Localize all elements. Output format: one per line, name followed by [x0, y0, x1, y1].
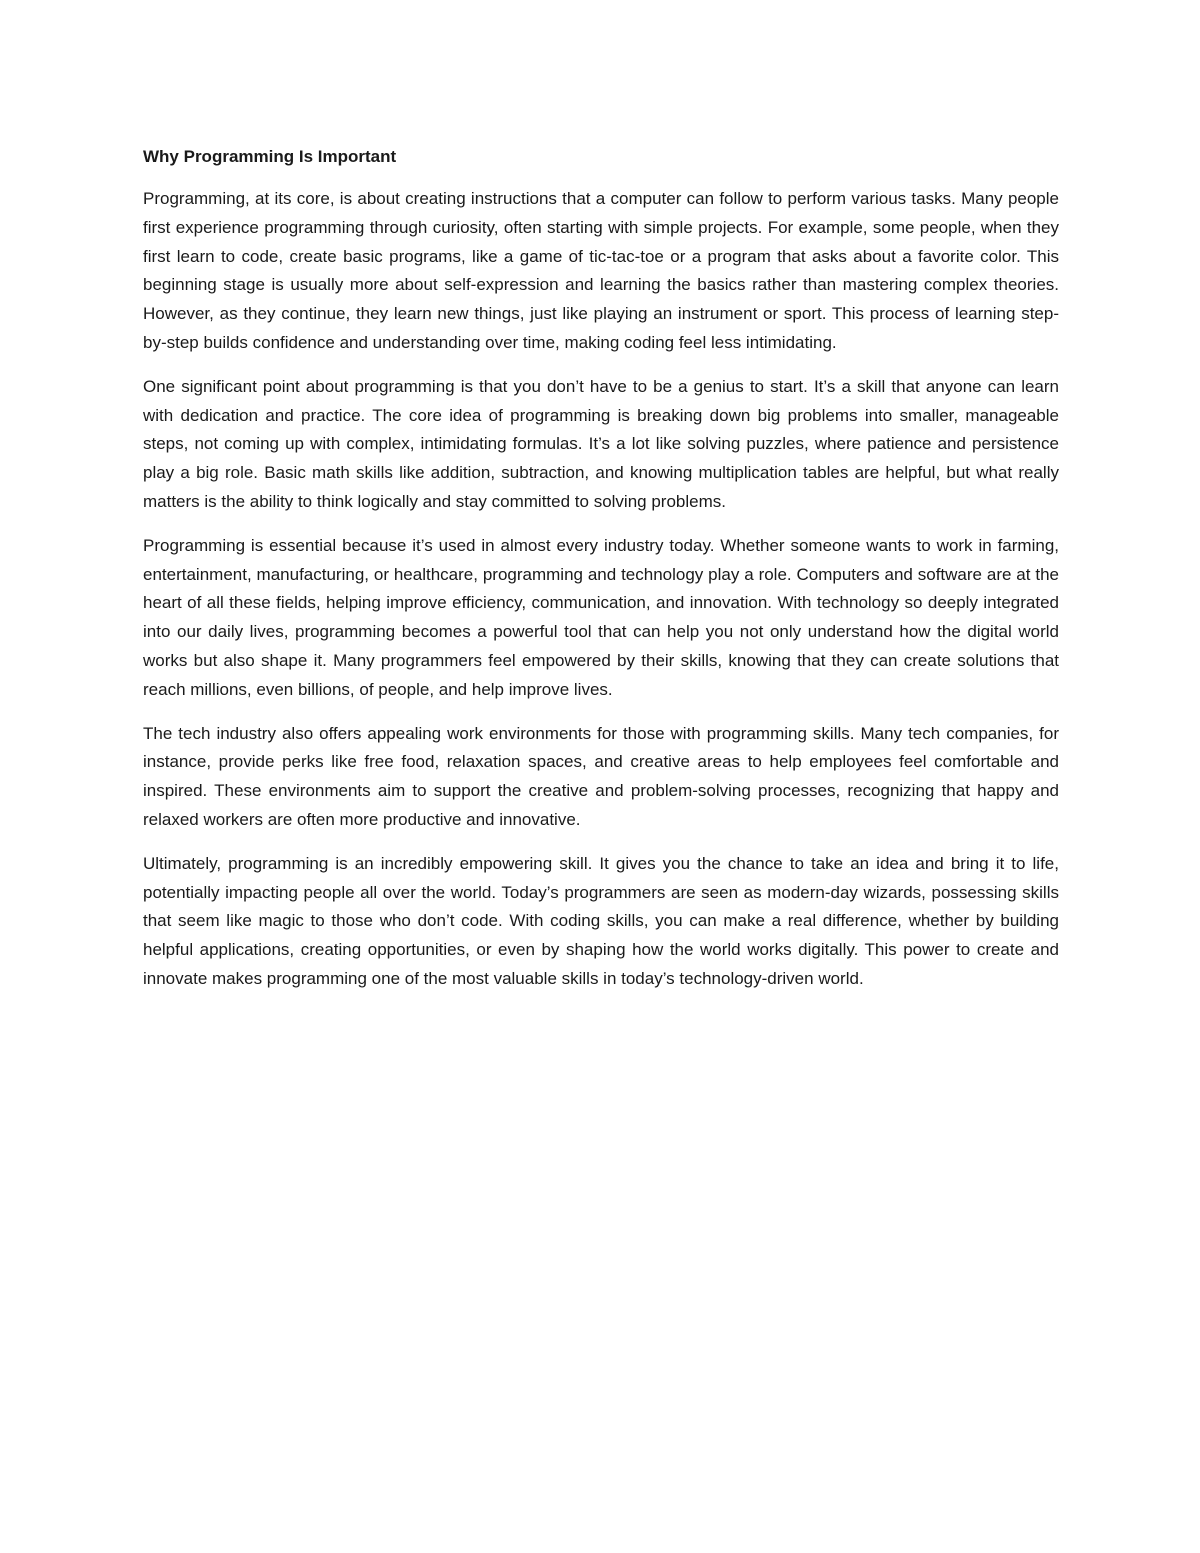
document-title: Why Programming Is Important	[143, 147, 397, 166]
document-body	[143, 143, 1059, 1009]
paragraph-5: Ultimately, programming is an incredibly empowering skill. It gives you the chance to take an idea and bring it to life, potentially impacting people all over the world. Today’s programmers are seen as modern-day wizards, possessing skills that seem like magic to those who don’t code. With coding skills, you can make a real difference, whether by building helpful applications, creating opportunities, or even by shaping how the world works digitally. This power to create and innovate makes programming one of the most valuable skills in today’s technology-driven world.	[143, 853, 1059, 988]
paragraph-3: Programming is essential because it’s used in almost every industry today. Whether someone wants to work in farming, entertainment, manufacturing, or healthcare, programming and technology play a role. Computers and software are at the heart of all these fields, helping improve efficiency, communication, and innovation. With technology so deeply integrated into our daily lives, programming becomes a powerful tool that can help you not only understand how the digital world works but also shape it. Many programmers feel empowered by their skills, knowing that they can create solutions that reach millions, even billions, of people, and help improve lives.	[143, 535, 1059, 699]
paragraph-1: Programming, at its core, is about creating instructions that a computer can follow to perform various tasks. Many people first experience programming through curiosity, often starting with simple projects. For example, some people, when they first learn to code, create basic programs, like a game of tic-tac-toe or a program that asks about a favorite color. This beginning stage is usually more about self-expression and learning the basics rather than mastering complex theories. However, as they continue, they learn new things, just like playing an instrument or sport. This process of learning step-by-step builds confidence and understanding over time, making coding feel less intimidating.	[143, 189, 1059, 352]
paragraph-2: One significant point about programming is that you don’t have to be a genius to start. It’s a skill that anyone can learn with dedication and practice. The core idea of programming is breaking down big problems into smaller, manageable steps, not coming up with complex, intimidating formulas. It’s a lot like solving puzzles, where patience and persistence play a big role. Basic math skills like addition, subtraction, and knowing multiplication tables are helpful, but what really matters is the ability to think logically and stay committed to solving problems.	[143, 376, 1059, 511]
paragraph-4: The tech industry also offers appealing work environments for those with programming skills. Many tech companies, for instance, provide perks like free food, relaxation spaces, and creative areas to help employees feel comfortable and inspired. These environments aim to support the creative and problem-solving processes, recognizing that happy and relaxed workers are often more productive and innovative.	[143, 723, 1059, 829]
